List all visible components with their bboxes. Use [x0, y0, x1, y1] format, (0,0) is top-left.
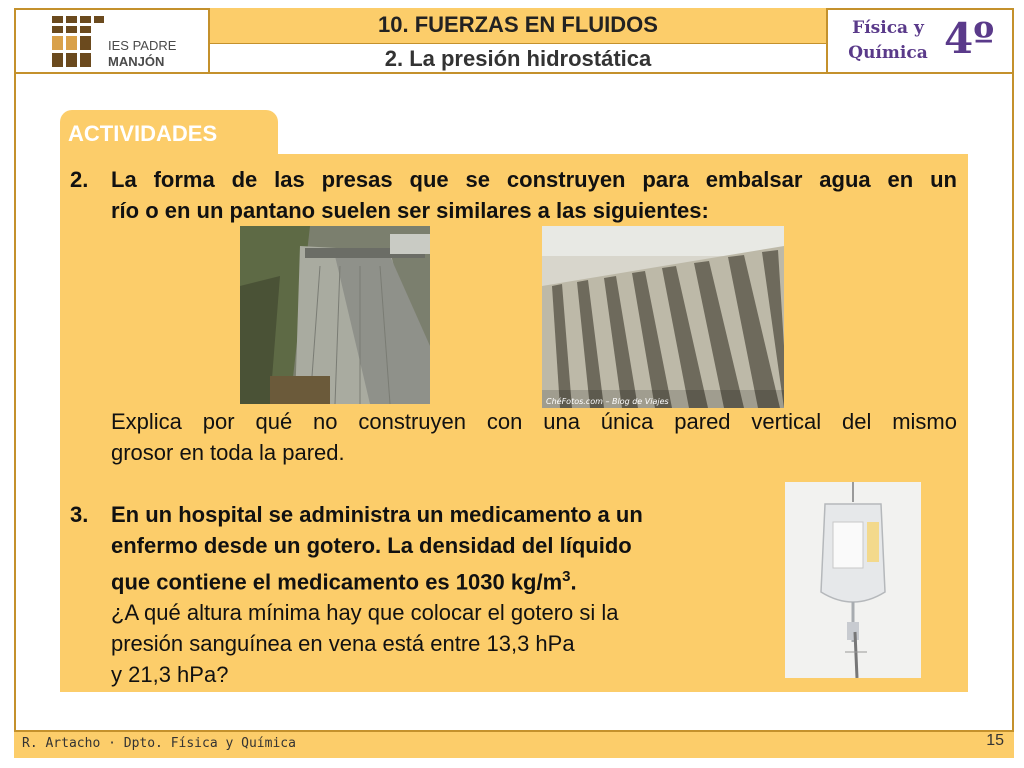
question-3-ask3: y 21,3 hPa?: [111, 662, 229, 688]
school-name: [108, 38, 176, 70]
footer-author: R. Artacho · Dpto. Física y Química: [22, 736, 296, 751]
subject-label: [838, 16, 938, 66]
subject-line2: Química: [848, 43, 928, 63]
grade-label: 4º: [944, 14, 995, 63]
question-3-ask2: presión sanguínea en vena está entre 13,3 hPa: [111, 631, 575, 657]
unit-title: 10. FUERZAS EN FLUIDOS: [210, 8, 826, 44]
question-3-line3: [111, 561, 771, 597]
dam-photo-2: [542, 226, 784, 408]
dam-photo-2-caption: ChéFotos.com – Blog de Viajes: [546, 397, 669, 406]
question-3-number: 3.: [70, 502, 89, 527]
question-2-explain: [111, 406, 957, 468]
school-name-line2: MANJÓN: [108, 54, 165, 69]
question-2-explain-line2: grosor en toda la pared.: [111, 440, 345, 465]
question-3-line3-sup: 3: [562, 568, 571, 585]
question-3-ask1: ¿A qué altura mínima hay que colocar el gotero si la: [111, 600, 619, 626]
question-2-line1: La forma de las presas que se construyen para embalsar agua en un: [111, 167, 957, 192]
question-3-line2: enfermo desde un gotero. La densidad del líquido: [111, 533, 632, 558]
drip-photo: [785, 482, 921, 678]
subject-line1: Física y: [852, 18, 924, 38]
section-title: 2. La presión hidrostática: [210, 44, 826, 74]
question-3-line1: En un hospital se administra un medicamento a un: [111, 502, 643, 527]
question-2-explain-line1: Explica por qué no construyen con una única pared vertical del mismo: [111, 409, 957, 434]
question-3-line3-text: que contiene el medicamento es 1030 kg/m: [111, 569, 563, 595]
question-2-number: 2.: [70, 167, 89, 192]
school-name-line1: IES PADRE: [108, 38, 177, 53]
question-2-line2: río o en un pantano suelen ser similares a las siguientes:: [111, 198, 709, 223]
dam-photo-1: [240, 226, 430, 404]
question-3-line3-end: .: [570, 569, 577, 595]
question-3-text: [111, 499, 771, 690]
question-2-text: [111, 164, 957, 226]
activities-tab: ACTIVIDADES: [60, 110, 278, 156]
page-number: 15: [986, 732, 1004, 749]
school-logo-icon: [52, 16, 104, 68]
